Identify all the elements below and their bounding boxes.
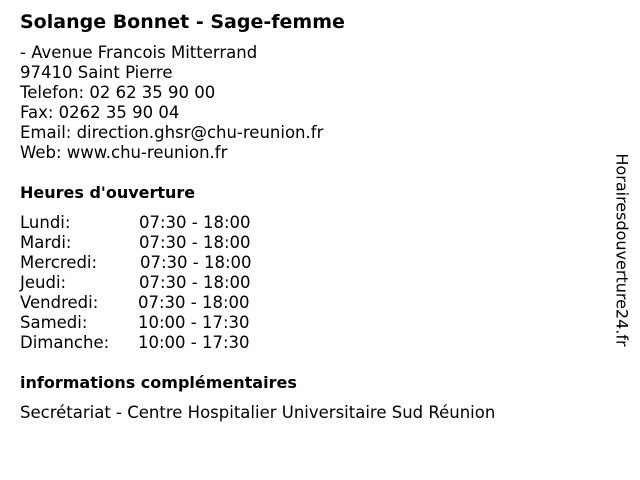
- day-label: Mercredi:: [20, 253, 98, 272]
- fax-number: Fax: 0262 35 90 04: [20, 103, 180, 122]
- hours-row-saturday: [20, 313, 320, 333]
- opening-hours-heading: Heures d'ouverture: [20, 183, 196, 202]
- city-postcode: 97410 Saint Pierre: [20, 63, 173, 82]
- day-label: Vendredi:: [20, 293, 99, 312]
- day-label: Mardi:: [20, 233, 72, 252]
- street-address: - Avenue Francois Mitterrand: [20, 43, 258, 62]
- time-range: 10:00 - 17:30: [138, 333, 250, 352]
- day-label: Jeudi:: [20, 273, 67, 292]
- day-label: Lundi:: [20, 213, 71, 232]
- hours-row-sunday: [20, 333, 320, 353]
- website: Web: www.chu-reunion.fr: [20, 143, 228, 162]
- day-label: Samedi:: [20, 313, 88, 332]
- additional-info-heading: informations complémentaires: [20, 373, 297, 392]
- page-title: Solange Bonnet - Sage-femme: [20, 11, 345, 33]
- hours-row-tuesday: [20, 233, 320, 253]
- hours-row-wednesday: [20, 253, 320, 273]
- hours-row-thursday: [20, 273, 320, 293]
- contact-block: [20, 43, 323, 163]
- hours-row-friday: [20, 293, 320, 313]
- phone-number: Telefon: 02 62 35 90 00: [20, 83, 216, 102]
- opening-hours-table: [20, 213, 320, 353]
- time-range: 07:30 - 18:00: [139, 213, 251, 232]
- watermark-text: Horairesdouverture24.fr: [612, 153, 632, 347]
- time-range: 07:30 - 18:00: [140, 253, 252, 272]
- hours-row-monday: [20, 213, 320, 233]
- time-range: 07:30 - 18:00: [139, 233, 251, 252]
- additional-info-text: Secrétariat - Centre Hospitalier Universitaire Sud Réunion: [20, 403, 496, 422]
- time-range: 07:30 - 18:00: [138, 293, 250, 312]
- email-address: Email: direction.ghsr@chu-reunion.fr: [20, 123, 324, 142]
- time-range: 07:30 - 18:00: [139, 273, 251, 292]
- time-range: 10:00 - 17:30: [138, 313, 250, 332]
- day-label: Dimanche:: [20, 333, 110, 352]
